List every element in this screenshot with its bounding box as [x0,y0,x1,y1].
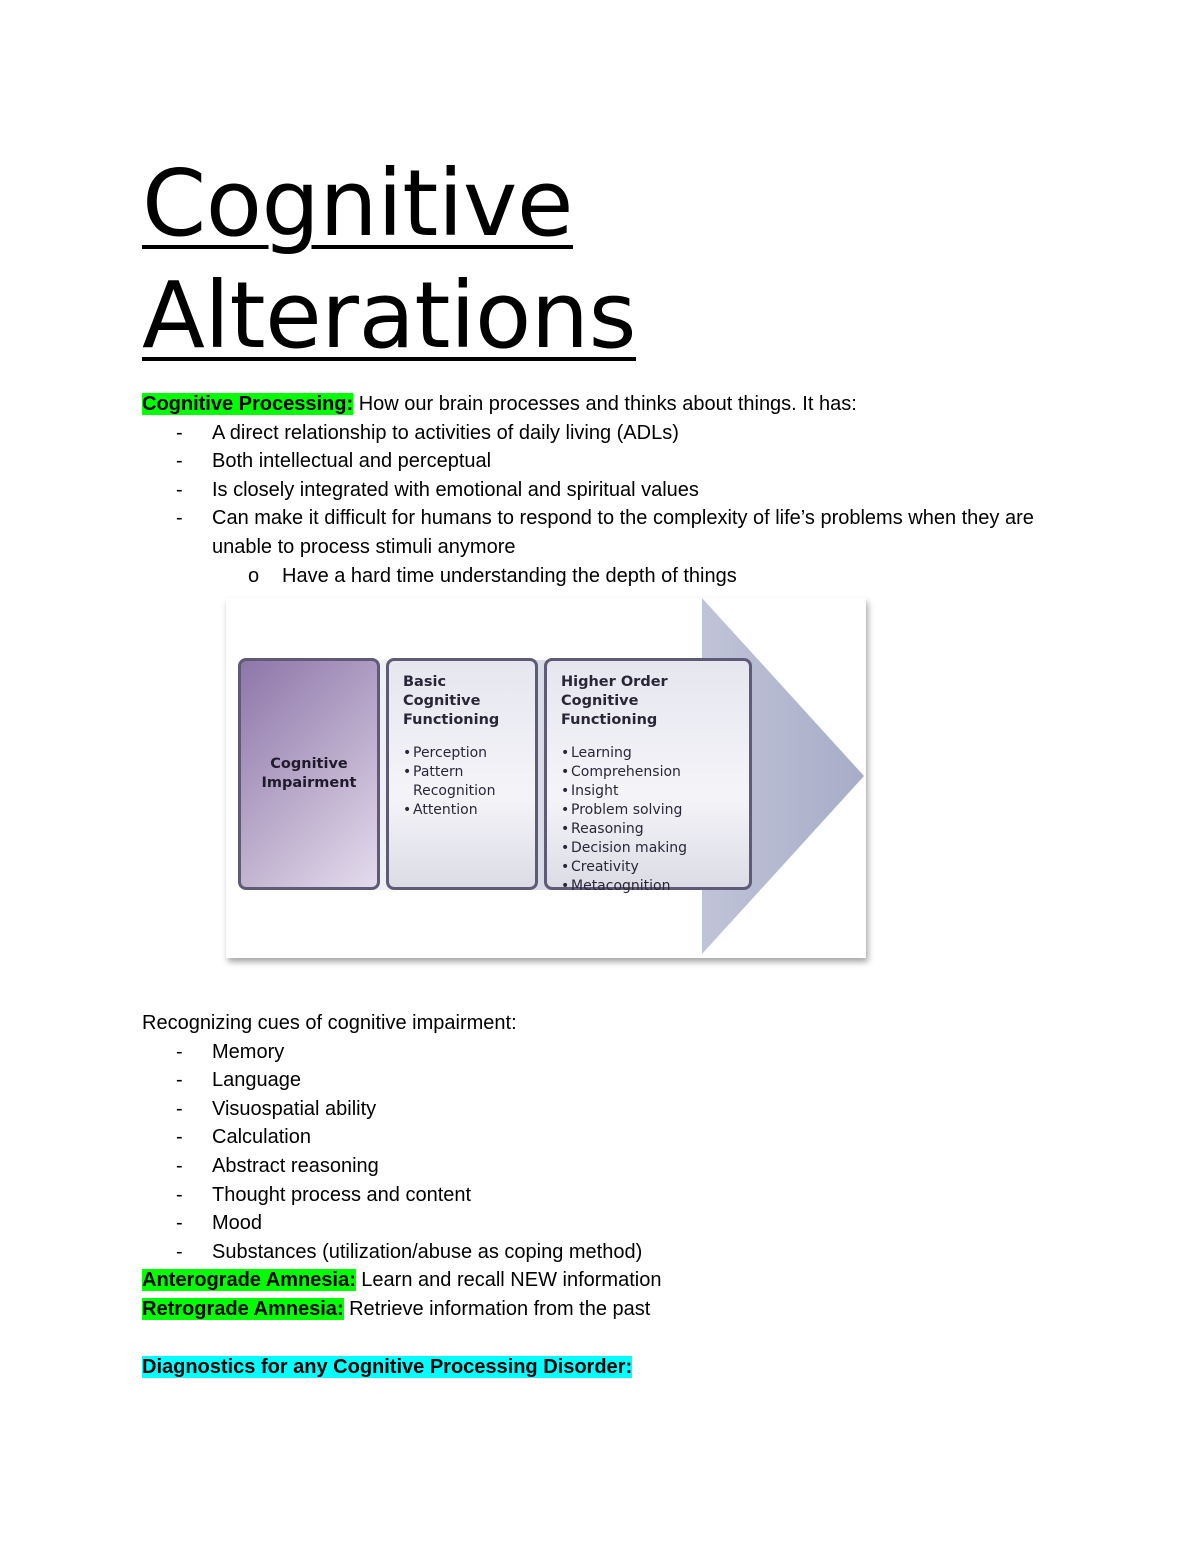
higher-order-box [544,658,752,894]
cognitive-processing-list [142,419,1062,562]
retrograde-text: Retrieve information from the past [343,1297,651,1320]
list-item: • Reasoning [561,820,735,839]
title-line-2: Alterations [142,262,637,369]
diagnostics-section [142,1353,1062,1382]
list-item: - Substances (utilization/abuse as coping method) [142,1238,1062,1267]
cognitive-processing-definition [142,390,1062,419]
basic-cognitive-box [386,658,538,890]
cognitive-processing-sublist [142,562,1062,591]
higher-order-list [561,744,735,896]
list-item: • Pattern Recognition [403,763,521,801]
list-subitem: o Have a hard time understanding the depth of things [212,562,1062,591]
anterograde-label: Anterograde Amnesia: [142,1269,356,1292]
cognitive-impairment-box [238,658,380,890]
cues-heading: Recognizing cues of cognitive impairment: [142,1012,517,1034]
list-item: • Decision making [561,839,735,858]
list-item: • Creativity [561,858,735,877]
page-title [142,148,636,372]
list-item: - Mood [142,1209,1062,1238]
list-item: • Problem solving [561,801,735,820]
cues-section [142,1009,1062,1324]
cognitive-processing-label: Cognitive Processing: [142,393,354,415]
anterograde-amnesia [142,1266,1062,1295]
list-item: - Can make it difficult for humans to respond to the complexity of life’s problems when they are unable to process stimuli anymore [142,504,1062,561]
list-item: - Language [142,1066,1062,1095]
anterograde-text: Learn and recall NEW information [355,1269,662,1292]
cognitive-impairment-label: Cognitive Impairment [261,756,357,791]
list-item: - Memory [142,1038,1062,1067]
list-item: - Thought process and content [142,1181,1062,1210]
basic-cognitive-list [403,744,521,820]
list-item: • Insight [561,782,735,801]
basic-cognitive-heading: Basic Cognitive Functioning [403,674,500,728]
list-item: - Calculation [142,1123,1062,1152]
title-line-1: Cognitive [142,150,573,257]
higher-order-heading: Higher Order Cognitive Functioning [561,674,668,728]
list-item: • Metacognition [561,877,735,896]
list-item: - Visuospatial ability [142,1095,1062,1124]
list-item: • Attention [403,801,521,820]
list-item: • Learning [561,744,735,763]
list-item: - Both intellectual and perceptual [142,447,1062,476]
retrograde-label: Retrograde Amnesia: [142,1297,344,1320]
list-item: - Abstract reasoning [142,1152,1062,1181]
retrograde-amnesia [142,1295,1062,1324]
cognitive-functioning-diagram [226,598,866,958]
cognitive-processing-section [142,390,1062,590]
list-item: • Comprehension [561,763,735,782]
cognitive-processing-text: How our brain processes and thinks about things. It has: [353,393,857,415]
cues-list [142,1038,1062,1267]
list-item: - Is closely integrated with emotional and spiritual values [142,476,1062,505]
list-item: • Perception [403,744,521,763]
list-item: - A direct relationship to activities of daily living (ADLs) [142,419,1062,448]
diagnostics-heading: Diagnostics for any Cognitive Processing Disorder: [142,1356,633,1378]
